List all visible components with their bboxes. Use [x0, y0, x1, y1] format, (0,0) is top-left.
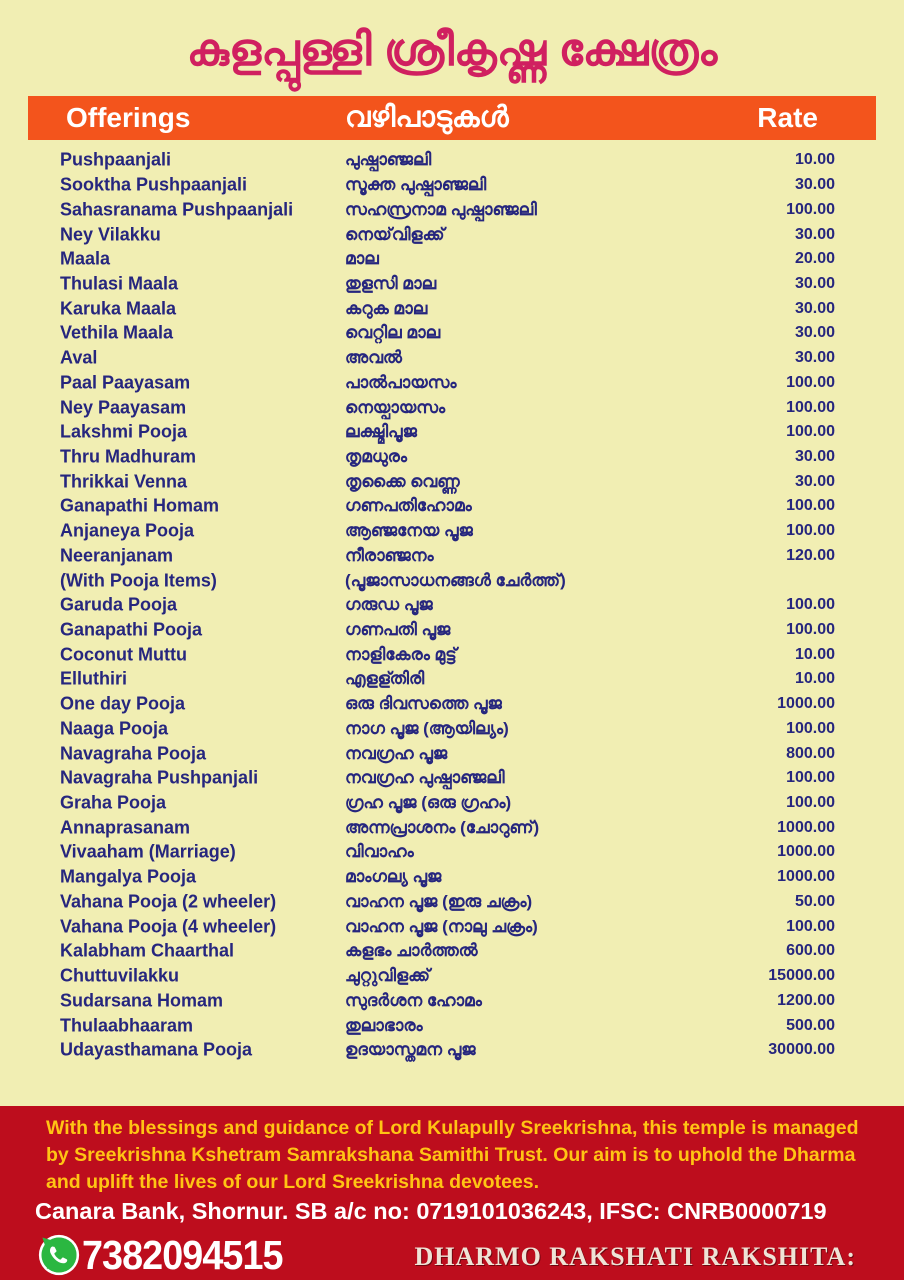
- offering-rate: 1200.00: [777, 991, 835, 1009]
- offering-name-english: Ganapathi Pooja: [60, 619, 203, 640]
- offering-rate: 1000.00: [777, 843, 835, 861]
- offering-name-malayalam: നെയ്പായസം: [345, 397, 446, 417]
- offering-name-malayalam: നവഗ്രഹ പൂജ: [345, 743, 448, 763]
- offering-rate: 10.00: [794, 645, 835, 663]
- offering-name-malayalam: വാഹന പൂജ (നാലു ചക്രം): [345, 916, 538, 936]
- offering-name-english: Ney Vilakku: [60, 224, 161, 245]
- offering-name-malayalam: കറുക മാല: [345, 298, 428, 318]
- offering-rate: 100.00: [786, 497, 835, 515]
- offering-name-english: Thulaabhaaram: [60, 1015, 194, 1036]
- offering-name-malayalam: (പൂജാസാധനങ്ങൾ ചേർത്ത്): [345, 570, 566, 590]
- table-row: [0, 420, 904, 445]
- table-row: [0, 717, 904, 742]
- offering-name-english: Thulasi Maala: [60, 273, 179, 294]
- table-row: [0, 346, 904, 371]
- table-row: [0, 296, 904, 321]
- offering-name-english: Ney Paayasam: [60, 397, 187, 418]
- table-header-bar: [28, 96, 876, 140]
- offering-name-english: Lakshmi Pooja: [60, 421, 188, 442]
- phone-number: 7382094515: [82, 1231, 283, 1278]
- offering-name-english: Coconut Muttu: [60, 644, 187, 665]
- offering-name-malayalam: ഗ്രഹ പൂജ (ഒരു ഗ്രഹം): [345, 793, 512, 813]
- table-row: [0, 321, 904, 346]
- table-row: [0, 865, 904, 890]
- table-row: [0, 964, 904, 989]
- offering-name-english: Graha Pooja: [60, 792, 167, 813]
- offering-name-malayalam: മാംഗല്യ പൂജ: [345, 867, 442, 887]
- offering-name-malayalam: ഗണപതിഹോമം: [345, 496, 472, 516]
- table-row: [0, 815, 904, 840]
- offering-name-malayalam: വെറ്റില മാല: [345, 323, 441, 343]
- table-row: [0, 642, 904, 667]
- offering-name-english: Pushpaanjali: [60, 149, 172, 170]
- header-rate: Rate: [757, 102, 818, 133]
- offering-name-malayalam: എളള്തിരി: [345, 669, 425, 689]
- offering-name-malayalam: നെയ്‌വിളക്ക്: [345, 224, 445, 244]
- offering-rate: 500.00: [786, 1016, 835, 1034]
- offering-rate: 100.00: [786, 719, 835, 737]
- offering-name-english: Vahana Pooja (2 wheeler): [60, 891, 277, 912]
- table-row: [0, 173, 904, 198]
- offering-rate: 30.00: [794, 324, 835, 342]
- offering-rate: 100.00: [786, 423, 835, 441]
- offering-rate: 30.00: [794, 447, 835, 465]
- table-row: [0, 667, 904, 692]
- offering-rate: 800.00: [786, 744, 835, 762]
- offering-name-english: Neeranjanam: [60, 545, 174, 566]
- trust-description: With the blessings and guidance of Lord Kulapully Sreekrishna, this temple is managed by Sreekrishna Kshetram Samrakshana Samithi Trust. Our aim is to uphold the Dharma and uplift the lives of our Lord Sreekrishna devotees.: [46, 1117, 859, 1193]
- offering-name-malayalam: സുദർശന ഹോമം: [345, 990, 482, 1010]
- offering-name-malayalam: പുഷ്പാഞ്ജലി: [345, 150, 432, 170]
- offering-rate: 10.00: [794, 151, 835, 169]
- offering-name-english: Annaprasanam: [60, 817, 191, 838]
- offering-rate: 1000.00: [777, 868, 835, 886]
- offering-name-english: Vethila Maala: [60, 322, 174, 343]
- offering-name-english: One day Pooja: [60, 693, 186, 714]
- offering-name-malayalam: സഹസ്രനാമ പുഷ്പാഞ്ജലി: [345, 199, 537, 219]
- offering-name-malayalam: മാല: [345, 249, 379, 269]
- offering-name-english: Maala: [60, 248, 111, 269]
- offering-rate: 1000.00: [777, 695, 835, 713]
- header-malayalam: വഴിപാടുകൾ: [345, 101, 509, 134]
- offering-name-english: Chuttuvilakku: [60, 965, 180, 986]
- offering-name-malayalam: വാഹന പൂജ (ഇരു ചക്രം): [345, 891, 533, 911]
- offering-rate: 50.00: [794, 892, 835, 910]
- table-row: [0, 370, 904, 395]
- offering-name-english: Naaga Pooja: [60, 718, 169, 739]
- offering-rate: 30000.00: [768, 1041, 835, 1059]
- offering-rate: 30.00: [794, 299, 835, 317]
- table-row: [0, 914, 904, 939]
- header-offerings: Offerings: [66, 102, 191, 133]
- table-row: [0, 791, 904, 816]
- table-row: [0, 593, 904, 618]
- offering-name-malayalam: പാൽപായസം: [345, 372, 457, 392]
- table-row: [0, 272, 904, 297]
- table-row: [0, 618, 904, 643]
- page-title: കുളപ്പുള്ളി ശ്രീകൃഷ്ണ ക്ഷേത്രം: [186, 24, 718, 75]
- offering-name-english: Ganapathi Homam: [60, 495, 220, 516]
- table-row: [0, 840, 904, 865]
- offering-name-malayalam: ഗരുഡ പൂജ: [345, 595, 433, 615]
- table-row: [0, 519, 904, 544]
- offering-name-english: Kalabham Chaarthal: [60, 940, 235, 961]
- offering-rate: 30.00: [794, 472, 835, 490]
- offering-name-english: Elluthiri: [60, 668, 127, 689]
- table-row: [0, 395, 904, 420]
- offering-rate: 100.00: [786, 373, 835, 391]
- offering-name-malayalam: തൃക്കൈ വെണ്ണ: [345, 471, 460, 491]
- table-row: [0, 988, 904, 1013]
- offering-rate: 100.00: [786, 522, 835, 540]
- offering-rate: 30.00: [794, 176, 835, 194]
- offering-rate: 100.00: [786, 917, 835, 935]
- motto-text: DHARMO RAKSHATI RAKSHITA:: [414, 1242, 856, 1271]
- offering-name-english: Thrikkai Venna: [60, 471, 188, 492]
- offering-name-malayalam: കളഭം ചാർത്തൽ: [345, 941, 478, 961]
- offering-name-malayalam: തുലാഭാരം: [345, 1015, 423, 1035]
- table-row: [0, 544, 904, 569]
- offering-name-malayalam: നീരാഞ്ജനം: [345, 545, 434, 565]
- offering-rate: 100.00: [786, 398, 835, 416]
- footer-band: [0, 1106, 904, 1280]
- whatsapp-icon: [38, 1234, 80, 1276]
- offering-name-english: Garuda Pooja: [60, 594, 178, 615]
- offering-name-english: Sudarsana Homam: [60, 990, 224, 1011]
- offering-name-english: Vivaaham (Marriage): [60, 841, 236, 862]
- offering-name-malayalam: നാളികേരം മുട്ട്: [345, 644, 457, 664]
- offering-rate: 100.00: [786, 621, 835, 639]
- table-row: [0, 197, 904, 222]
- offering-name-english: (With Pooja Items): [60, 570, 217, 591]
- offering-rate: 100.00: [786, 200, 835, 218]
- offering-rate: 30.00: [794, 349, 835, 367]
- offering-rate: 100.00: [786, 794, 835, 812]
- offering-rate: 100.00: [786, 596, 835, 614]
- table-row: [0, 1038, 904, 1063]
- offering-rate: 100.00: [786, 769, 835, 787]
- offering-name-malayalam: ലക്ഷ്മിപൂജ: [345, 422, 417, 442]
- table-row: [0, 222, 904, 247]
- offering-rate: 120.00: [786, 546, 835, 564]
- offering-name-malayalam: സൂക്ത പുഷ്പാഞ്ജലി: [345, 175, 487, 195]
- offering-name-english: Mangalya Pooja: [60, 866, 197, 887]
- offering-name-english: Sooktha Pushpaanjali: [60, 174, 248, 195]
- offerings-table: [0, 148, 904, 1063]
- offering-rate: 10.00: [794, 670, 835, 688]
- offering-name-malayalam: തൃമധുരം: [345, 446, 407, 466]
- offering-name-malayalam: ഗണപതി പൂജ: [345, 620, 451, 640]
- offering-name-english: Paal Paayasam: [60, 372, 191, 393]
- offering-name-malayalam: ആഞ്ജനേയ പൂജ: [345, 521, 473, 541]
- offering-rate: 20.00: [794, 250, 835, 268]
- offering-rate: 30.00: [794, 274, 835, 292]
- offering-name-english: Thru Madhuram: [60, 446, 197, 467]
- offering-name-english: Karuka Maala: [60, 298, 177, 319]
- offering-rate: 15000.00: [768, 967, 835, 985]
- offering-name-malayalam: അവൽ: [345, 348, 402, 368]
- offering-name-malayalam: അന്നപ്രാശനം (ചോറുണ്): [345, 817, 540, 837]
- offering-rate: 30.00: [794, 225, 835, 243]
- offering-rate: 1000.00: [777, 818, 835, 836]
- table-row: [0, 469, 904, 494]
- offering-name-english: Navagraha Pushpanjali: [60, 767, 259, 788]
- table-row: [0, 568, 904, 593]
- offering-rate: 600.00: [786, 942, 835, 960]
- table-row: [0, 939, 904, 964]
- table-row: [0, 692, 904, 717]
- table-row: [0, 247, 904, 272]
- table-row: [0, 445, 904, 470]
- table-row: [0, 1013, 904, 1038]
- offering-name-english: Navagraha Pooja: [60, 743, 207, 764]
- offering-name-english: Sahasranama Pushpaanjali: [60, 199, 294, 220]
- table-row: [0, 741, 904, 766]
- table-row: [0, 494, 904, 519]
- table-row: [0, 148, 904, 173]
- bank-details: Canara Bank, Shornur. SB a/c no: 0719101036243, IFSC: CNRB0000719: [35, 1198, 827, 1224]
- offering-name-english: Anjaneya Pooja: [60, 520, 195, 541]
- offering-name-malayalam: വിവാഹം: [345, 842, 414, 862]
- offering-name-english: Vahana Pooja (4 wheeler): [60, 916, 277, 937]
- table-row: [0, 890, 904, 915]
- offering-name-english: Aval: [60, 347, 98, 368]
- offering-name-malayalam: ഉദയാസ്തമന പൂജ: [345, 1040, 476, 1060]
- offering-name-malayalam: നാഗ പൂജ (ആയില്യം): [345, 718, 509, 738]
- offering-name-malayalam: നവഗ്രഹ പുഷ്പാഞ്ജലി: [345, 768, 505, 788]
- offering-name-english: Udayasthamana Pooja: [60, 1039, 253, 1060]
- offering-name-malayalam: ഒരു ദിവസത്തെ പൂജ: [345, 694, 502, 714]
- table-row: [0, 766, 904, 791]
- offering-name-malayalam: തുളസി മാല: [345, 273, 437, 293]
- whatsapp-contact: [38, 1232, 300, 1278]
- offering-name-malayalam: ചുറ്റുവിളക്ക്: [345, 966, 430, 986]
